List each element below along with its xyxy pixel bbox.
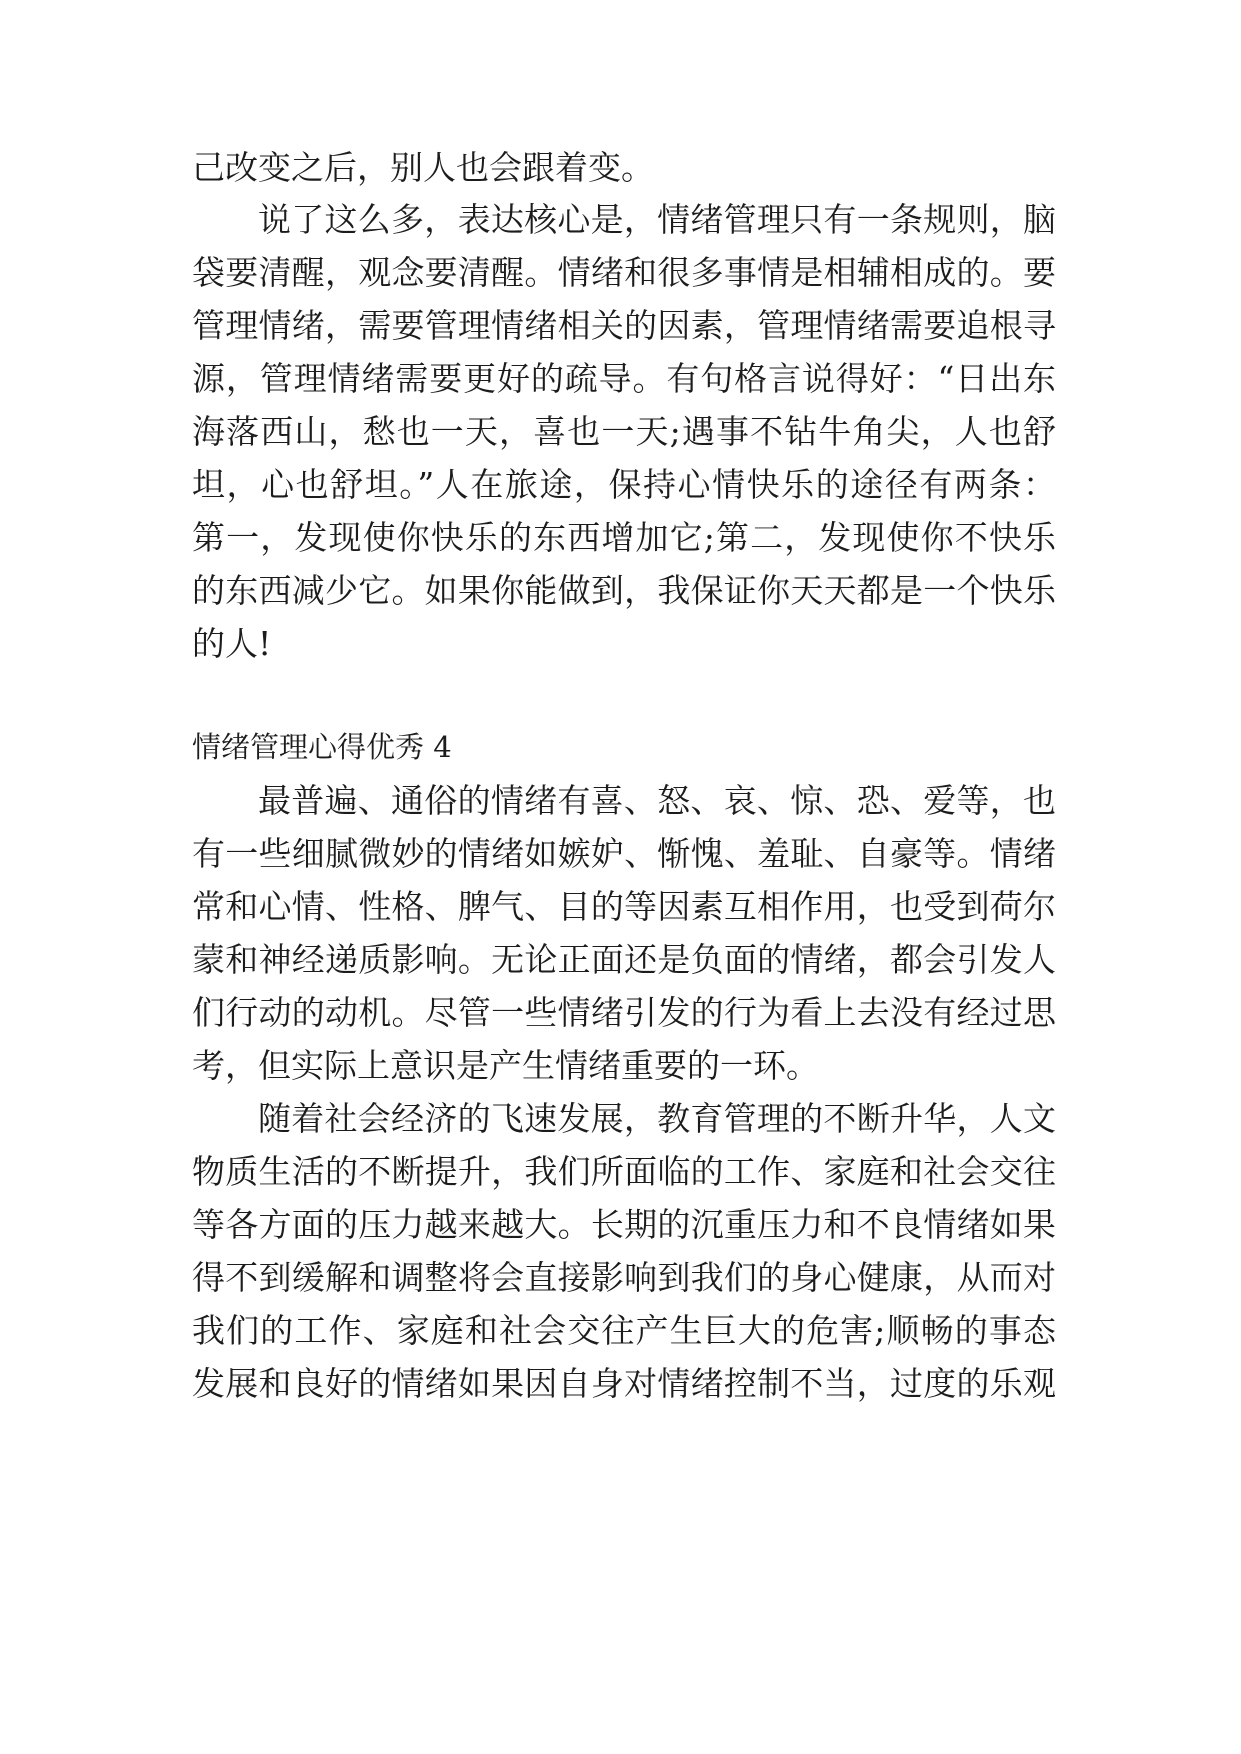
paragraph-line: 等各方面的压力越来越大。长期的沉重压力和不良情绪如果 bbox=[192, 1205, 1056, 1244]
paragraph-line: 有一些细腻微妙的情绪如嫉妒、惭愧、羞耻、自豪等。情绪 bbox=[192, 834, 1056, 873]
paragraph-line: 物质生活的不断提升，我们所面临的工作、家庭和社会交往 bbox=[192, 1152, 1056, 1191]
paragraph-line: 说了这么多，表达核心是，情绪管理只有一条规则，脑 bbox=[258, 200, 1056, 239]
paragraph-line: 常和心情、性格、脾气、目的等因素互相作用，也受到荷尔 bbox=[192, 887, 1056, 926]
paragraph-line: 最普遍、通俗的情绪有喜、怒、哀、惊、恐、爱等，也 bbox=[258, 781, 1056, 820]
paragraph-line: 蒙和神经递质影响。无论正面还是负面的情绪，都会引发人 bbox=[192, 940, 1056, 979]
paragraph-line: 管理情绪，需要管理情绪相关的因素，管理情绪需要追根寻 bbox=[192, 306, 1056, 345]
paragraph-line: 坦，心也舒坦。”人在旅途，保持心情快乐的途径有两条： bbox=[192, 465, 1056, 504]
paragraph-line: 们行动的动机。尽管一些情绪引发的行为看上去没有经过思 bbox=[192, 993, 1056, 1032]
paragraph-line: 源，管理情绪需要更好的疏导。有句格言说得好：“日出东 bbox=[192, 359, 1056, 398]
paragraph-line: 考，但实际上意识是产生情绪重要的一环。 bbox=[192, 1046, 819, 1085]
paragraph-line: 得不到缓解和调整将会直接影响到我们的身心健康，从而对 bbox=[192, 1258, 1056, 1297]
paragraph-line: 的东西减少它。如果你能做到，我保证你天天都是一个快乐 bbox=[192, 571, 1056, 610]
paragraph-line: 海落西山，愁也一天，喜也一天;遇事不钻牛角尖，人也舒 bbox=[192, 412, 1056, 451]
paragraph-line: 我们的工作、家庭和社会交往产生巨大的危害;顺畅的事态 bbox=[192, 1311, 1056, 1350]
paragraph-line: 的人! bbox=[192, 624, 272, 663]
paragraph-line: 第一，发现使你快乐的东西增加它;第二，发现使你不快乐 bbox=[192, 518, 1056, 557]
paragraph-line: 发展和良好的情绪如果因自身对情绪控制不当，过度的乐观 bbox=[192, 1364, 1056, 1403]
paragraph-line: 随着社会经济的飞速发展，教育管理的不断升华，人文 bbox=[258, 1099, 1056, 1138]
paragraph-line: 袋要清醒，观念要清醒。情绪和很多事情是相辅相成的。要 bbox=[192, 253, 1056, 292]
section-heading: 情绪管理心得优秀 4 bbox=[192, 730, 452, 764]
paragraph-line: 己改变之后，别人也会跟着变。 bbox=[192, 148, 654, 187]
